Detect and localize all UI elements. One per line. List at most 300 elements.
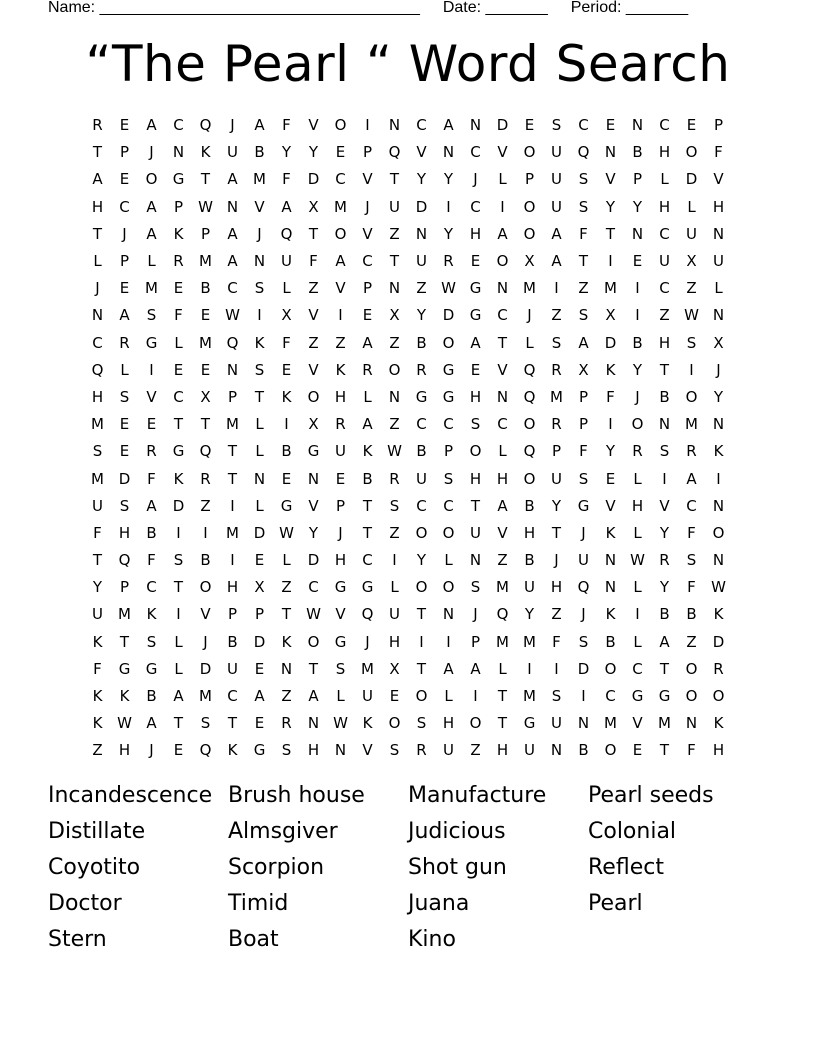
grid-letter: M: [496, 632, 509, 651]
grid-letter: Y: [416, 170, 427, 189]
grid-letter: X: [308, 415, 319, 434]
grid-letter: S: [92, 442, 103, 461]
grid-letter: W: [279, 523, 294, 542]
grid-letter: I: [257, 306, 262, 325]
grid-letter: T: [200, 415, 211, 434]
grid-letter: G: [307, 442, 320, 461]
grid-row: [84, 601, 732, 628]
grid-letter: K: [92, 632, 103, 651]
grid-letter: L: [336, 687, 345, 706]
grid-letter: C: [497, 415, 508, 434]
grid-letter: E: [605, 469, 616, 488]
grid-letter: Y: [659, 523, 670, 542]
grid-letter: Y: [281, 143, 292, 162]
grid-letter: J: [716, 360, 721, 379]
grid-letter: A: [497, 496, 508, 515]
grid-letter: N: [307, 469, 320, 488]
grid-letter: W: [198, 197, 213, 216]
grid-letter: N: [658, 415, 671, 434]
grid-letter: A: [551, 252, 562, 271]
grid-letter: N: [442, 605, 455, 624]
grid-letter: I: [392, 551, 397, 570]
grid-letter: W: [225, 306, 240, 325]
grid-letter: M: [226, 523, 239, 542]
grid-letter: U: [92, 496, 103, 515]
grid-letter: Z: [497, 551, 508, 570]
grid-letter: U: [551, 714, 562, 733]
grid-letter: D: [415, 197, 428, 216]
grid-letter: C: [470, 197, 481, 216]
grid-letter: W: [333, 714, 348, 733]
word-list-item: Coyotito: [48, 855, 141, 880]
grid-letter: Y: [659, 578, 670, 597]
grid-letter: B: [632, 333, 643, 352]
grid-letter: T: [92, 224, 103, 243]
grid-letter: C: [416, 496, 427, 515]
grid-letter: I: [230, 551, 235, 570]
grid-letter: N: [91, 306, 104, 325]
grid-letter: U: [335, 442, 346, 461]
word-list-item: Scorpion: [228, 855, 325, 880]
word-list-item: Boat: [228, 927, 279, 952]
grid-letter: E: [335, 143, 346, 162]
grid-letter: V: [335, 279, 346, 298]
grid-letter: Q: [199, 442, 212, 461]
grid-letter: Y: [92, 578, 103, 597]
grid-letter: I: [446, 197, 451, 216]
grid-row: [84, 629, 732, 656]
grid-row: [84, 547, 732, 574]
period-blank: _______: [625, 0, 689, 16]
grid-letter: U: [578, 551, 589, 570]
grid-letter: N: [307, 714, 320, 733]
grid-letter: G: [145, 333, 158, 352]
grid-letter: N: [469, 116, 482, 135]
grid-letter: L: [714, 279, 723, 298]
word-list-item: Pearl: [588, 891, 643, 916]
grid-letter: T: [659, 659, 670, 678]
grid-letter: M: [145, 279, 158, 298]
grid-letter: M: [604, 279, 617, 298]
grid-letter: T: [227, 469, 238, 488]
grid-letter: O: [685, 387, 698, 406]
grid-letter: R: [659, 551, 670, 570]
grid-letter: R: [335, 415, 346, 434]
grid-letter: I: [149, 360, 154, 379]
grid-letter: G: [523, 714, 536, 733]
grid-letter: P: [119, 578, 130, 597]
grid-letter: S: [146, 306, 157, 325]
grid-letter: P: [227, 605, 238, 624]
grid-letter: S: [659, 442, 670, 461]
grid-letter: V: [362, 224, 373, 243]
grid-letter: F: [147, 469, 156, 488]
grid-letter: T: [497, 333, 508, 352]
grid-letter: Y: [713, 387, 724, 406]
grid-letter: A: [227, 224, 238, 243]
grid-letter: T: [551, 523, 562, 542]
grid-letter: T: [281, 605, 292, 624]
grid-letter: C: [659, 279, 670, 298]
grid-letter: E: [119, 279, 130, 298]
grid-letter: N: [604, 143, 617, 162]
word-list-item: Judicious: [408, 819, 506, 844]
date-label: Date:: [442, 0, 482, 16]
word-list-item: Manufacture: [408, 783, 547, 808]
grid-letter: E: [686, 116, 697, 135]
grid-letter: Y: [416, 306, 427, 325]
grid-letter: N: [226, 360, 239, 379]
grid-letter: O: [388, 360, 401, 379]
grid-letter: J: [230, 116, 235, 135]
grid-letter: Y: [443, 170, 454, 189]
grid-letter: O: [199, 578, 212, 597]
grid-letter: R: [200, 469, 211, 488]
grid-letter: U: [227, 143, 238, 162]
grid-letter: C: [578, 116, 589, 135]
grid-letter: T: [227, 714, 238, 733]
grid-letter: L: [174, 632, 183, 651]
grid-letter: S: [686, 551, 697, 570]
grid-letter: U: [551, 143, 562, 162]
grid-letter: T: [416, 605, 427, 624]
grid-letter: A: [470, 333, 481, 352]
grid-letter: C: [443, 415, 454, 434]
grid-row: [84, 710, 732, 737]
grid-letter: I: [176, 523, 181, 542]
grid-letter: J: [473, 605, 478, 624]
grid-row: [84, 656, 732, 683]
grid-letter: D: [307, 551, 320, 570]
grid-letter: T: [173, 578, 184, 597]
grid-letter: Z: [551, 306, 562, 325]
grid-letter: V: [308, 496, 319, 515]
grid-letter: Z: [281, 578, 292, 597]
grid-letter: L: [687, 197, 696, 216]
grid-letter: Y: [416, 551, 427, 570]
grid-letter: H: [334, 387, 347, 406]
grid-letter: V: [713, 170, 724, 189]
grid-letter: H: [118, 523, 131, 542]
grid-letter: K: [281, 387, 292, 406]
grid-letter: K: [173, 224, 184, 243]
grid-letter: Z: [281, 687, 292, 706]
grid-letter: I: [446, 632, 451, 651]
grid-letter: R: [173, 252, 184, 271]
grid-letter: A: [335, 252, 346, 271]
grid-letter: V: [308, 116, 319, 135]
grid-letter: V: [254, 197, 265, 216]
grid-letter: S: [119, 387, 130, 406]
grid-letter: S: [470, 578, 481, 597]
grid-letter: S: [578, 170, 589, 189]
grid-letter: A: [254, 116, 265, 135]
grid-letter: J: [338, 523, 343, 542]
grid-letter: F: [687, 741, 696, 760]
grid-letter: B: [227, 632, 238, 651]
grid-letter: O: [334, 224, 347, 243]
grid-letter: I: [635, 306, 640, 325]
grid-letter: X: [200, 387, 211, 406]
grid-letter: F: [687, 578, 696, 597]
grid-letter: E: [173, 360, 184, 379]
grid-letter: J: [203, 632, 208, 651]
grid-letter: O: [388, 714, 401, 733]
grid-letter: S: [686, 333, 697, 352]
grid-row: [84, 357, 732, 384]
word-list-item: Reflect: [588, 855, 664, 880]
grid-letter: B: [578, 741, 589, 760]
grid-letter: R: [443, 252, 454, 271]
grid-letter: J: [554, 551, 559, 570]
grid-letter: R: [119, 333, 130, 352]
grid-letter: B: [416, 442, 427, 461]
grid-letter: W: [117, 714, 132, 733]
grid-letter: D: [253, 632, 266, 651]
grid-letter: K: [605, 523, 616, 542]
grid-letter: P: [362, 279, 373, 298]
grid-letter: P: [227, 387, 238, 406]
grid-letter: M: [226, 415, 239, 434]
grid-letter: K: [605, 360, 616, 379]
grid-letter: E: [605, 116, 616, 135]
grid-letter: Y: [308, 143, 319, 162]
grid-letter: Q: [199, 741, 212, 760]
grid-letter: A: [281, 197, 292, 216]
grid-letter: J: [149, 143, 154, 162]
grid-letter: A: [146, 197, 157, 216]
grid-letter: W: [441, 279, 456, 298]
grid-letter: O: [523, 224, 536, 243]
grid-letter: S: [173, 551, 184, 570]
grid-letter: S: [389, 741, 400, 760]
grid-letter: P: [551, 442, 562, 461]
grid-letter: L: [255, 496, 264, 515]
grid-letter: H: [469, 224, 482, 243]
grid-letter: U: [92, 605, 103, 624]
name-blank: ____________________________________: [99, 0, 420, 16]
worksheet-header: [48, 0, 688, 18]
grid-letter: H: [658, 143, 671, 162]
grid-letter: C: [632, 659, 643, 678]
grid-letter: N: [388, 116, 401, 135]
grid-row: [84, 112, 732, 139]
grid-letter: J: [473, 170, 478, 189]
grid-letter: E: [119, 116, 130, 135]
grid-letter: S: [551, 687, 562, 706]
grid-letter: Y: [443, 224, 454, 243]
grid-letter: G: [172, 170, 185, 189]
grid-letter: L: [120, 360, 129, 379]
grid-letter: O: [604, 741, 617, 760]
grid-letter: N: [442, 143, 455, 162]
grid-letter: O: [442, 333, 455, 352]
grid-letter: Z: [686, 632, 697, 651]
grid-letter: C: [173, 387, 184, 406]
grid-letter: O: [685, 687, 698, 706]
grid-letter: N: [631, 116, 644, 135]
grid-letter: X: [254, 578, 265, 597]
grid-letter: T: [389, 170, 400, 189]
grid-letter: T: [659, 741, 670, 760]
grid-letter: K: [713, 714, 724, 733]
grid-letter: U: [524, 741, 535, 760]
grid-letter: A: [227, 170, 238, 189]
grid-letter: G: [118, 659, 131, 678]
grid-letter: G: [280, 496, 293, 515]
grid-letter: I: [230, 496, 235, 515]
grid-letter: L: [255, 442, 264, 461]
grid-letter: C: [362, 551, 373, 570]
grid-letter: N: [631, 224, 644, 243]
grid-letter: G: [658, 687, 671, 706]
grid-letter: T: [173, 415, 184, 434]
grid-row: [84, 411, 732, 438]
grid-letter: G: [334, 578, 347, 597]
grid-letter: N: [496, 387, 509, 406]
grid-letter: C: [416, 415, 427, 434]
grid-letter: S: [578, 197, 589, 216]
grid-letter: O: [712, 687, 725, 706]
grid-letter: L: [174, 659, 183, 678]
grid-letter: F: [714, 143, 723, 162]
grid-letter: P: [632, 170, 643, 189]
grid-letter: W: [630, 551, 645, 570]
grid-letter: P: [470, 632, 481, 651]
grid-letter: U: [551, 197, 562, 216]
grid-letter: I: [527, 659, 532, 678]
grid-letter: I: [203, 523, 208, 542]
grid-letter: G: [442, 360, 455, 379]
grid-letter: V: [497, 523, 508, 542]
grid-letter: Q: [388, 143, 401, 162]
grid-letter: E: [173, 741, 184, 760]
grid-letter: S: [578, 632, 589, 651]
date-blank: _______: [485, 0, 548, 16]
grid-letter: P: [335, 496, 346, 515]
grid-letter: T: [578, 252, 589, 271]
grid-letter: P: [173, 197, 184, 216]
grid-letter: C: [146, 578, 157, 597]
grid-letter: Z: [659, 306, 670, 325]
grid-letter: X: [308, 197, 319, 216]
grid-letter: U: [470, 523, 481, 542]
grid-letter: O: [469, 714, 482, 733]
word-list-item: Distillate: [48, 819, 146, 844]
grid-letter: F: [174, 306, 183, 325]
grid-letter: K: [713, 442, 724, 461]
word-list-item: Colonial: [588, 819, 677, 844]
grid-letter: N: [712, 551, 725, 570]
grid-letter: H: [550, 578, 563, 597]
grid-letter: V: [146, 387, 157, 406]
grid-letter: A: [362, 415, 373, 434]
grid-letter: V: [335, 605, 346, 624]
grid-letter: E: [524, 116, 535, 135]
grid-letter: B: [146, 523, 157, 542]
grid-letter: R: [416, 360, 427, 379]
grid-letter: O: [496, 252, 509, 271]
word-list-item: Doctor: [48, 891, 122, 916]
grid-letter: X: [713, 333, 724, 352]
grid-letter: R: [632, 442, 643, 461]
grid-letter: T: [605, 224, 616, 243]
grid-letter: J: [257, 224, 262, 243]
grid-letter: W: [306, 605, 321, 624]
grid-letter: X: [524, 252, 535, 271]
grid-letter: F: [579, 224, 588, 243]
grid-row: [84, 248, 732, 275]
grid-letter: Y: [632, 360, 643, 379]
grid-letter: V: [362, 170, 373, 189]
grid-letter: N: [172, 143, 185, 162]
grid-letter: N: [712, 415, 725, 434]
grid-letter: O: [442, 523, 455, 542]
grid-letter: Q: [523, 360, 536, 379]
grid-letter: C: [119, 197, 130, 216]
grid-letter: I: [500, 197, 505, 216]
grid-letter: N: [577, 714, 590, 733]
grid-row: [84, 139, 732, 166]
grid-letter: G: [469, 306, 482, 325]
grid-letter: Q: [199, 116, 212, 135]
grid-letter: Z: [416, 279, 427, 298]
grid-letter: N: [550, 741, 563, 760]
grid-letter: R: [146, 442, 157, 461]
grid-letter: B: [281, 442, 292, 461]
grid-letter: L: [147, 252, 156, 271]
grid-letter: B: [524, 496, 535, 515]
grid-row: [84, 194, 732, 221]
grid-letter: C: [686, 496, 697, 515]
grid-letter: H: [469, 387, 482, 406]
grid-letter: F: [552, 632, 561, 651]
grid-letter: O: [523, 415, 536, 434]
grid-letter: R: [389, 469, 400, 488]
grid-letter: R: [551, 360, 562, 379]
name-label: Name:: [48, 0, 96, 16]
grid-row: [84, 384, 732, 411]
grid-letter: C: [308, 578, 319, 597]
grid-letter: Q: [496, 605, 509, 624]
grid-letter: T: [362, 496, 373, 515]
grid-letter: B: [686, 605, 697, 624]
grid-letter: L: [633, 632, 642, 651]
grid-letter: G: [145, 659, 158, 678]
grid-letter: K: [713, 605, 724, 624]
grid-letter: Q: [280, 224, 293, 243]
grid-letter: G: [361, 578, 374, 597]
grid-letter: R: [551, 415, 562, 434]
grid-letter: O: [442, 578, 455, 597]
letter-grid: [84, 112, 732, 765]
grid-letter: X: [389, 659, 400, 678]
grid-letter: Z: [389, 523, 400, 542]
grid-letter: A: [173, 687, 184, 706]
grid-letter: U: [443, 741, 454, 760]
grid-letter: P: [578, 387, 589, 406]
grid-letter: Y: [605, 442, 616, 461]
grid-letter: Z: [335, 333, 346, 352]
grid-letter: Z: [551, 605, 562, 624]
grid-letter: U: [551, 469, 562, 488]
grid-letter: R: [416, 741, 427, 760]
grid-row: [84, 683, 732, 710]
grid-letter: C: [227, 279, 238, 298]
grid-letter: I: [608, 415, 613, 434]
grid-letter: R: [362, 360, 373, 379]
grid-letter: N: [469, 551, 482, 570]
